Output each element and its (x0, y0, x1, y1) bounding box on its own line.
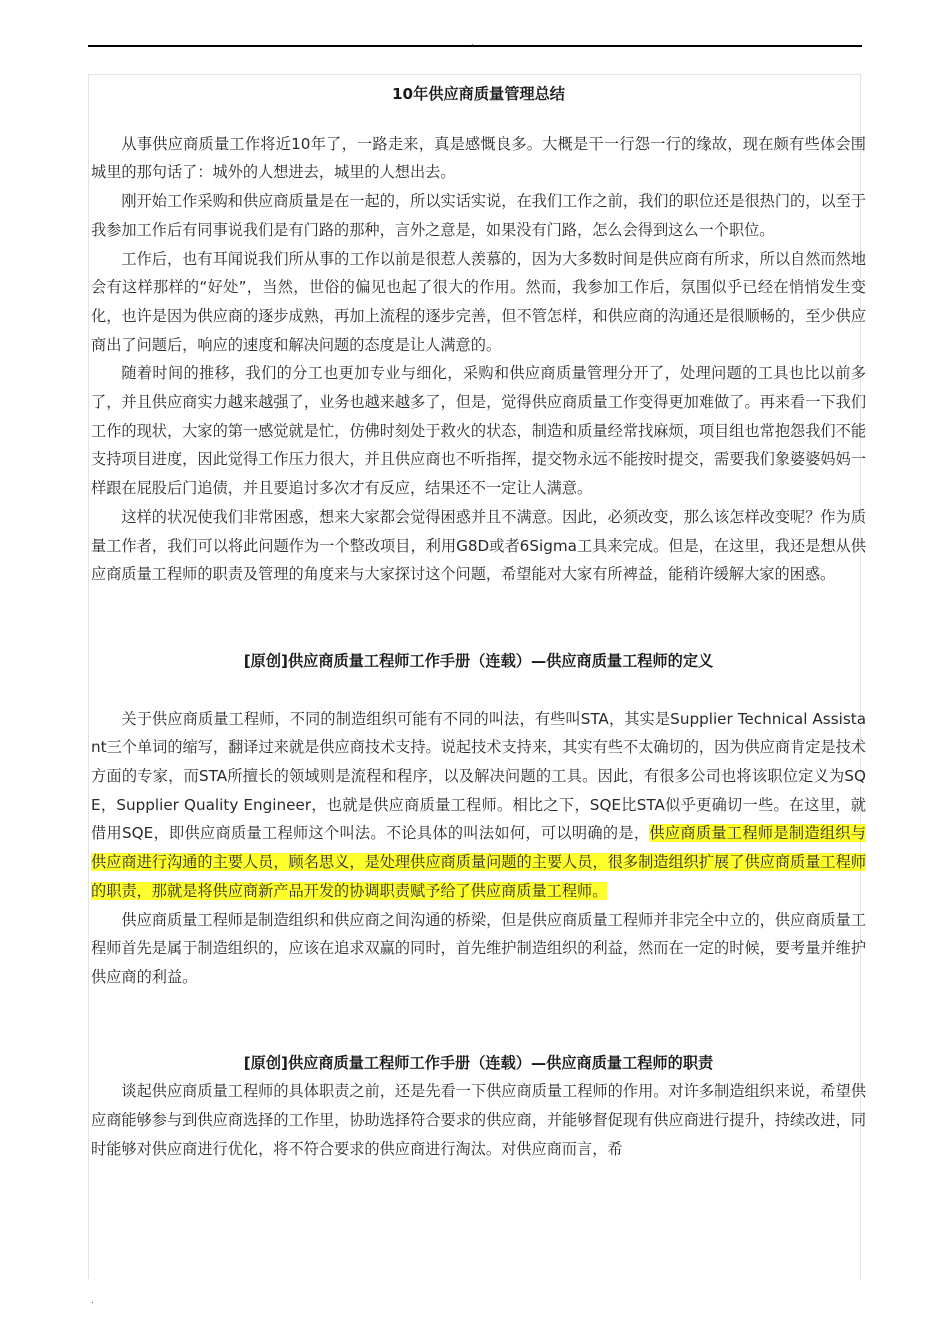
intro-paragraph-4: 随着时间的推移，我们的分工也更加专业与细化，采购和供应商质量管理分开了，处理问题的工具也比以前多了，并且供应商实力越来越强了，业务也越来越多了，但是，觉得供应商质量工作变得更加难做了。再来看一下我们工作的现状，大家的第一感觉就是忙，仿佛时刻处于救火的状态，制造和质量经常找麻烦，项目组也常抱怨我们不能支持项目进度，因此觉得工作压力很大，并且供应商也不听指挥，提交物永远不能按时提交，需要我们象婆婆妈妈一样跟在屁股后门追债，并且要追讨多次才有反应，结果还不一定让人满意。 (91, 364, 866, 498)
definition-paragraph-1 (91, 705, 866, 906)
section-spacer (91, 992, 866, 1049)
section-heading-responsibilities: [原创]供应商质量工程师工作手册（连载）—供应商质量工程师的职责 (243, 1053, 714, 1072)
highlighted-text: 供应商质量工程师是制造组织与供应商进行沟通的主要人员，顾名思义，是处理供应商质量问题的主要人员，很多制造组织扩展了供应商质量工程师的职责，那就是将供应商新产品开发的协调职责赋予给了供应商质量工程师。 (91, 824, 866, 900)
section-spacer (91, 676, 866, 705)
intro-paragraph-3: 工作后，也有耳闻说我们所从事的工作以前是很惹人羡慕的，因为大多数时间是供应商有所求，所以自然而然地会有这样那样的“好处”，当然，世俗的偏见也起了很大的作用。然而，我参加工作后，氛围似乎已经在悄悄发生变化，也许是因为供应商的逐步成熟，再加上流程的逐步完善，但不管怎样，和供应商的沟通还是很顺畅的，至少供应商出了问题后，响应的速度和解决问题的态度是让人满意的。 (91, 249, 866, 354)
intro-paragraph-2: 刚开始工作采购和供应商质量是在一起的，所以实话实说，在我们工作之前，我们的职位还是很热门的，以至于我参加工作后有同事说我们是有门路的那种，言外之意是，如果没有门路，怎么会得到这么一个职位。 (91, 192, 866, 239)
document-title: 10年供应商质量管理总结 (391, 85, 565, 103)
section-heading-definition: [原创]供应商质量工程师工作手册（连载）—供应商质量工程师的定义 (243, 651, 714, 670)
footer-dot: . (91, 1296, 94, 1306)
definition-paragraph-2: 供应商质量工程师是制造组织和供应商之间沟通的桥梁，但是供应商质量工程师并非完全中立的，供应商质量工程师首先是属于制造组织的，应该在追求双赢的同时，首先维护制造组织的利益，然而在一定的时候，要考量并维护供应商的利益。 (91, 910, 866, 986)
header-dot: . (471, 38, 474, 48)
intro-paragraph-5: 这样的状况使我们非常困惑，想来大家都会觉得困惑并且不满意。因此，必须改变，那么该怎样改变呢？作为质量工作者，我们可以将此问题作为一个整改项目，利用G8D或者6Sigma工具来完成。但是，在这里，我还是想从供应商质量工程师的职责及管理的角度来与大家探讨这个问题，希望能对大家有所裨益，能稍许缓解大家的困惑。 (91, 507, 866, 584)
intro-paragraph-1: 从事供应商质量工作将近10年了，一路走来，真是感慨良多。大概是干一行怨一行的缘故，现在颇有些体会围城里的那句话了：城外的人想进去，城里的人想出去。 (91, 134, 866, 182)
header-rule (88, 45, 862, 47)
document-body (91, 80, 866, 1164)
definition-text: 关于供应商质量工程师，不同的制造组织可能有不同的叫法，有些叫STA，其实是Supplier Technical Assistant三个单词的缩写，翻译过来就是供应商技术支持。说起技术支持来，其实有些不太确切的，因为供应商肯定是技术方面的专家，而STA所擅长的领域则是流程和程序，以及解决问题的工具。因此，有很多公司也将该职位定义为SQE，Supplier Quality Engineer，也就是供应商质量工程师。相比之下，SQE比STA似乎更确切一些。在这里，就借用SQE，即供应商质量工程师这个叫法。不论具体的叫法如何，可以明确的是， (91, 709, 866, 843)
responsibilities-paragraph-1: 谈起供应商质量工程师的具体职责之前，还是先看一下供应商质量工程师的作用。对许多制造组织来说，希望供应商能够参与到供应商选择的工作里，协助选择符合要求的供应商，并能够督促现有供应商进行提升，持续改进，同时能够对供应商进行优化，将不符合要求的供应商进行淘汰。对供应商而言，希 (91, 1082, 866, 1158)
section-spacer (91, 589, 866, 647)
